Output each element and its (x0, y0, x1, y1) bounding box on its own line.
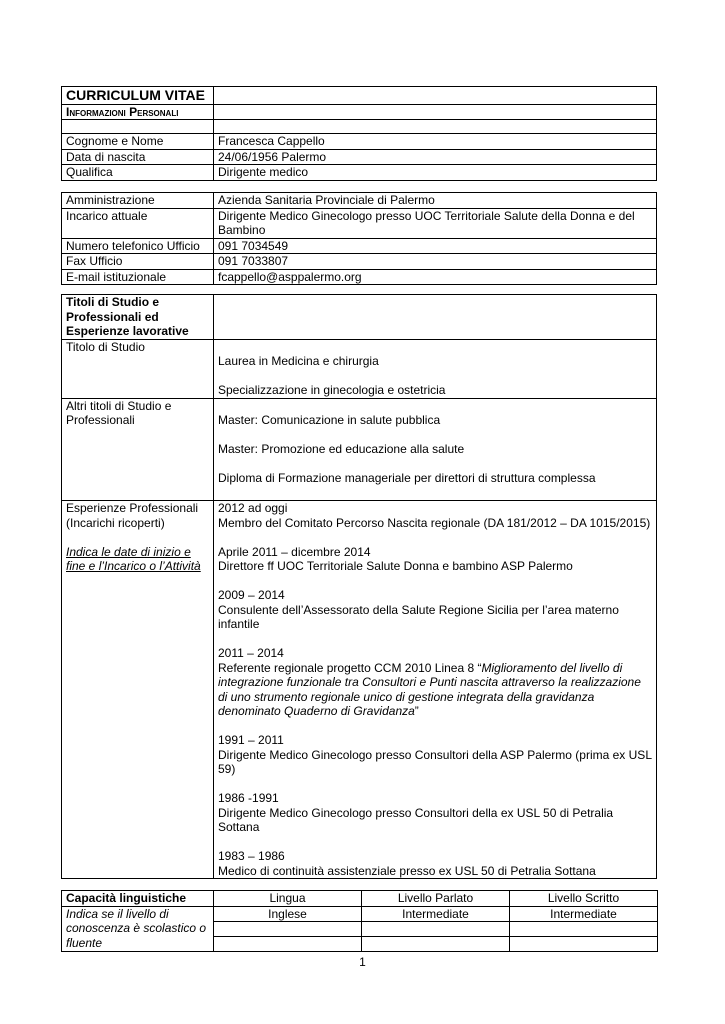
table-row: Incarico attuale Dirigente Medico Ginecologo presso UOC Territoriale Salute della Donna e del Bambino (62, 208, 657, 238)
table-row: Numero telefonico Ufficio 091 7034549 (62, 238, 657, 254)
experience-period: 2012 ad oggi (218, 501, 288, 515)
page-number: 1 (359, 955, 366, 969)
table-row: Cognome e Nome Francesca Cappello (62, 134, 657, 150)
list-item: Specializzazione in ginecologia e ostetricia (218, 383, 446, 397)
languages-note: Indica se il livello di conoscenza è scolastico o fluente (62, 906, 214, 952)
table-row: E-mail istituzionale fcappello@asppalermo.org (62, 269, 657, 285)
table-row: Amministrazione Azienda Sanitaria Provinciale di Palermo (62, 193, 657, 209)
experience-note: Indica le date di inizio e fine e l’Incarico o l’Attività (66, 544, 201, 573)
experience-period: Aprile 2011 – dicembre 2014 (218, 544, 371, 559)
experience-text: Dirigente Medico Ginecologo presso Consultori della ASP Palermo (prima ex USL 59) (218, 747, 652, 776)
column-header: Livello Parlato (362, 891, 510, 907)
list-item: Master: Comunicazione in salute pubblica (218, 413, 441, 427)
experience-period: 1991 – 2011 (218, 733, 284, 747)
column-header: Livello Scritto (510, 891, 658, 907)
table-row: Titolo di Studio Laurea in Medicina e chirurgia Specializzazione in ginecologia e ostetricia (62, 339, 657, 398)
experience-period: 1986 -1991 (218, 791, 279, 805)
experience-period: 1983 – 1986 (218, 849, 285, 863)
table-row: Esperienze Professionali (Incarichi ricoperti) Indica le date di inizio e fine e l’Incarico o l’Attività 2012 ad oggi Membro del Comitato Percorso Nascita regionale (DA 181/2012 – DA 1015/2015) Aprile 2011 – dicembre 2014 Direttore ff UOC Territoriale Salute Donna e bambino ASP Palermo 2009 – 2014 Consulente dell’Assessorato della Salute Regione Sicilia per l’area materno infantile 2011 – 2014 Referente regionale progetto CCM 2010 Linea 8 “Miglioramento del livello di integrazione funzionale tra Consultori e Punti nascita attraverso la realizzazione di uno strumento regionale unico di gestione integrata della gravidanza denominato Quaderno di Gravidanza” 1991 – 2011 Dirigente Medico Ginecologo presso Consultori della ASP Palermo (prima ex USL 59) 1986 -1991 Dirigente Medico Ginecologo presso Consultori della ex USL 50 di Petralia Sottana 1983 – 1986 Medico di continuità assistenziale presso ex USL 50 di Petralia Sottana (62, 501, 657, 879)
email-value: fcappello@asppalermo.org (214, 269, 657, 285)
table-row: Data di nascita 24/06/1956 Palermo (62, 149, 657, 165)
table-row: Altri titoli di Studio e Professionali Master: Comunicazione in salute pubblica Master: Promozione ed educazione alla salute Diploma di Formazione manageriale per direttori di struttura complessa (62, 398, 657, 501)
experience-text: Direttore ff UOC Territoriale Salute Donna e bambino ASP Palermo (218, 559, 573, 573)
languages-label: Capacità linguistiche (62, 891, 214, 907)
experience-text: Consulente dell’Assessorato della Salute Regione Sicilia per l’area materno infantile (218, 602, 619, 631)
experience-period: 2009 – 2014 (218, 588, 285, 602)
experience-text: Membro del Comitato Percorso Nascita regionale (DA 181/2012 – DA 1015/2015) (218, 515, 651, 530)
experience-text: Medico di continuità assistenziale presso ex USL 50 di Petralia Sottana (218, 863, 596, 878)
experience-text: Referente regionale progetto CCM 2010 Linea 8 “Miglioramento del livello di integrazione funzionale tra Consultori e Punti nascita attraverso la realizzazione di uno strumento regionale unico di gestione integrata della gravidanza denominato Quaderno di Gravidanza” (218, 660, 641, 718)
experience-period: 2011 – 2014 (218, 646, 284, 660)
list-item: Laurea in Medicina e chirurgia (218, 354, 379, 368)
list-item: Diploma di Formazione manageriale per direttori di struttura complessa (218, 471, 596, 485)
section-personal-info: Informazioni Personali (62, 104, 214, 120)
table-row: Qualifica Dirigente medico (62, 165, 657, 181)
table-row: Indica se il livello di conoscenza è scolastico o fluente Inglese Intermediate Intermediate (62, 906, 658, 922)
table-row: Fax Ufficio 091 7033807 (62, 254, 657, 270)
cv-title: CURRICULUM VITAE (62, 87, 214, 105)
experience-text: Dirigente Medico Ginecologo presso Consultori della ex USL 50 di Petralia Sottana (218, 805, 614, 834)
column-header: Lingua (214, 891, 362, 907)
personal-info-table (61, 86, 657, 181)
list-item: Master: Promozione ed educazione alla salute (218, 442, 465, 456)
studies-section-title: Titoli di Studio e Professionali ed Esperienze lavorative (62, 295, 214, 340)
studies-table (61, 294, 657, 879)
office-info-table (61, 192, 657, 285)
languages-table (61, 890, 658, 952)
